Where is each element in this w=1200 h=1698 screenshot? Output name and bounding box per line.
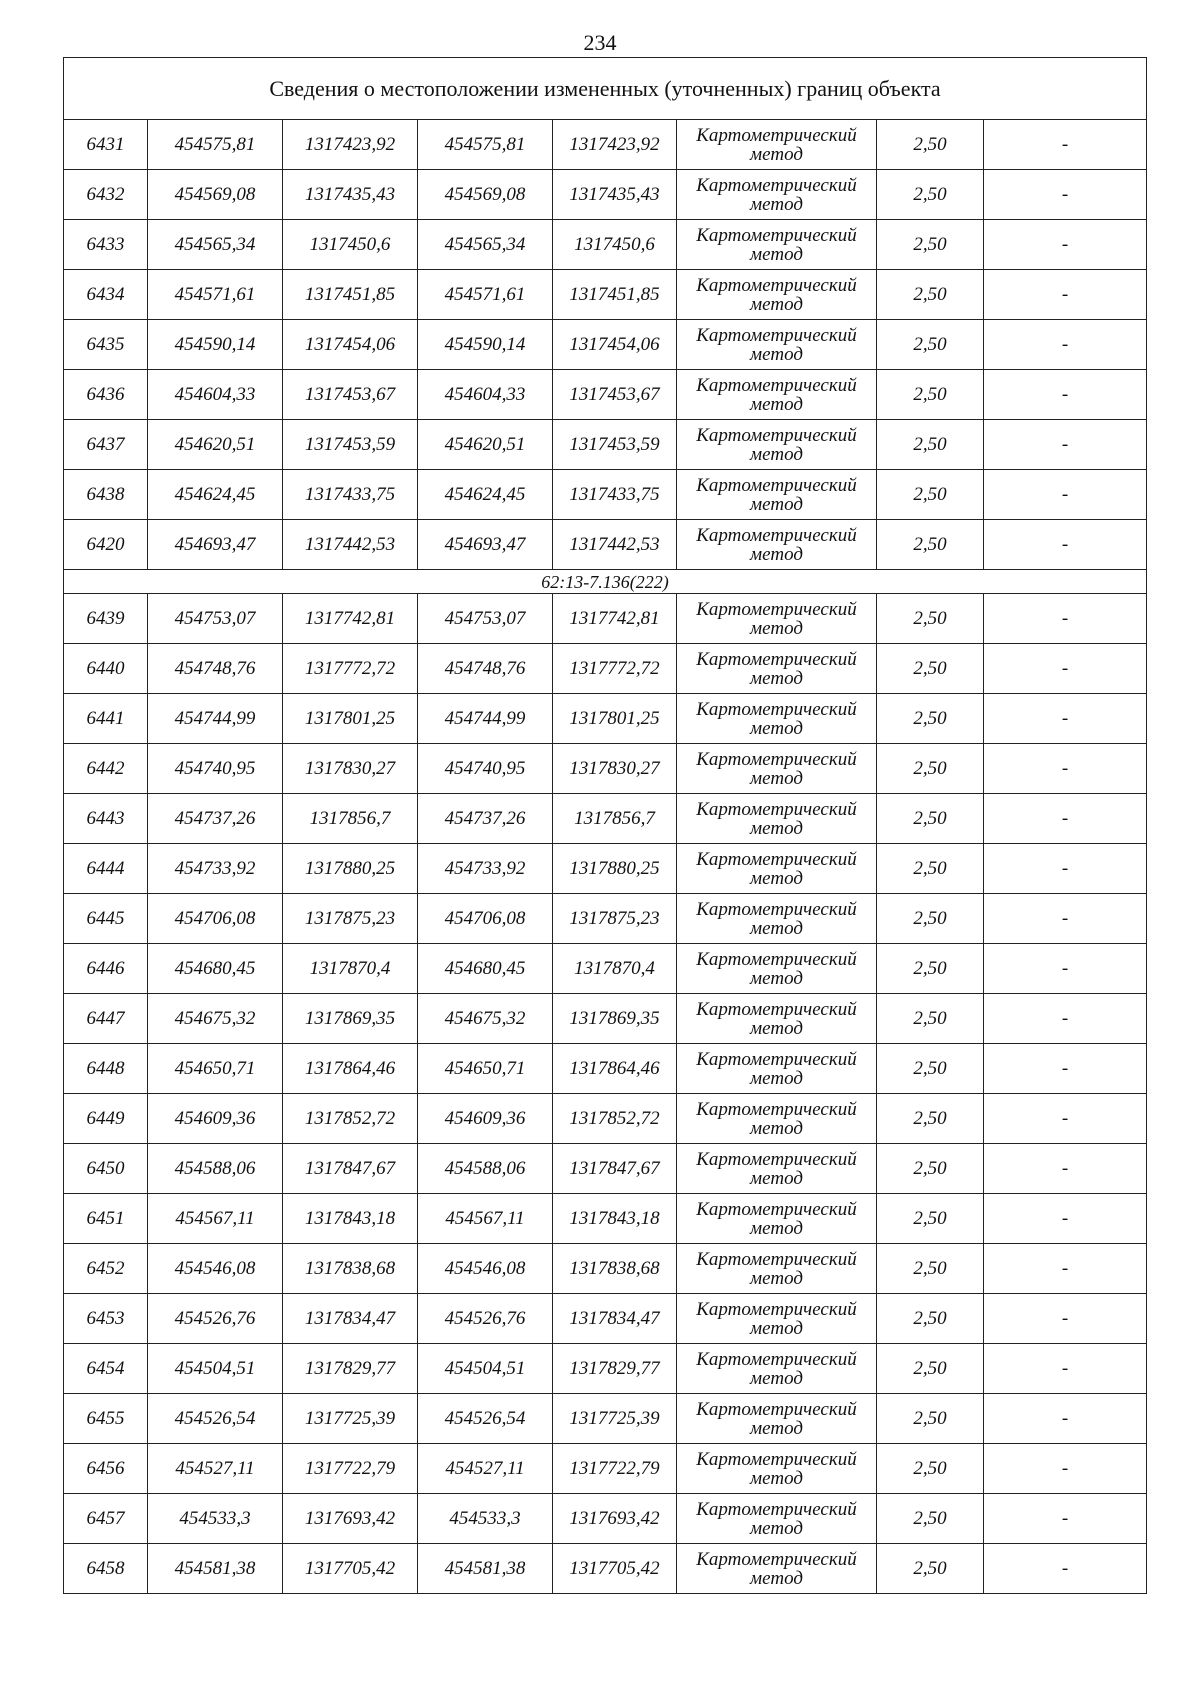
table-row (64, 1044, 1147, 1094)
existing-y-cell: 1317725,39 (283, 1394, 418, 1444)
new-y-cell: 1317742,81 (553, 594, 677, 644)
note-cell: - (984, 944, 1147, 994)
existing-x-cell: 454567,11 (148, 1194, 283, 1244)
new-y-cell: 1317454,06 (553, 320, 677, 370)
method-cell: Картометрический метод (677, 744, 877, 794)
existing-y-cell: 1317875,23 (283, 894, 418, 944)
table-row (64, 1544, 1147, 1594)
existing-y-cell: 1317801,25 (283, 694, 418, 744)
section-header-row (64, 570, 1147, 594)
accuracy-cell: 2,50 (877, 794, 984, 844)
note-cell: - (984, 1344, 1147, 1394)
method-cell: Картометрический метод (677, 1194, 877, 1244)
note-cell: - (984, 1444, 1147, 1494)
method-cell: Картометрический метод (677, 170, 877, 220)
point-number-cell: 6436 (64, 370, 148, 420)
existing-y-cell: 1317847,67 (283, 1144, 418, 1194)
point-number-cell: 6445 (64, 894, 148, 944)
new-x-cell: 454533,3 (418, 1494, 553, 1544)
existing-x-cell: 454706,08 (148, 894, 283, 944)
new-y-cell: 1317829,77 (553, 1344, 677, 1394)
new-y-cell: 1317453,59 (553, 420, 677, 470)
note-cell: - (984, 220, 1147, 270)
existing-x-cell: 454680,45 (148, 944, 283, 994)
table-row (64, 844, 1147, 894)
accuracy-cell: 2,50 (877, 1244, 984, 1294)
method-cell: Картометрический метод (677, 794, 877, 844)
method-cell: Картометрический метод (677, 1094, 877, 1144)
new-y-cell: 1317847,67 (553, 1144, 677, 1194)
note-cell: - (984, 1544, 1147, 1594)
table-row (64, 170, 1147, 220)
note-cell: - (984, 1144, 1147, 1194)
method-cell: Картометрический метод (677, 844, 877, 894)
note-cell: - (984, 1244, 1147, 1294)
method-cell: Картометрический метод (677, 520, 877, 570)
new-y-cell: 1317869,35 (553, 994, 677, 1044)
page-number: 234 (583, 30, 617, 55)
existing-x-cell: 454546,08 (148, 1244, 283, 1294)
new-y-cell: 1317435,43 (553, 170, 677, 220)
new-x-cell: 454588,06 (418, 1144, 553, 1194)
existing-y-cell: 1317453,59 (283, 420, 418, 470)
new-y-cell: 1317852,72 (553, 1094, 677, 1144)
note-cell: - (984, 744, 1147, 794)
existing-y-cell: 1317838,68 (283, 1244, 418, 1294)
point-number-cell: 6448 (64, 1044, 148, 1094)
new-x-cell: 454527,11 (418, 1444, 553, 1494)
table-row (64, 694, 1147, 744)
existing-y-cell: 1317870,4 (283, 944, 418, 994)
accuracy-cell: 2,50 (877, 370, 984, 420)
point-number-cell: 6451 (64, 1194, 148, 1244)
accuracy-cell: 2,50 (877, 420, 984, 470)
method-cell: Картометрический метод (677, 1144, 877, 1194)
method-cell: Картометрический метод (677, 420, 877, 470)
method-cell: Картометрический метод (677, 1444, 877, 1494)
accuracy-cell: 2,50 (877, 1394, 984, 1444)
point-number-cell: 6437 (64, 420, 148, 470)
method-cell: Картометрический метод (677, 944, 877, 994)
existing-y-cell: 1317451,85 (283, 270, 418, 320)
note-cell: - (984, 644, 1147, 694)
existing-y-cell: 1317454,06 (283, 320, 418, 370)
existing-x-cell: 454571,61 (148, 270, 283, 320)
accuracy-cell: 2,50 (877, 1494, 984, 1544)
new-y-cell: 1317864,46 (553, 1044, 677, 1094)
existing-x-cell: 454748,76 (148, 644, 283, 694)
table-row (64, 320, 1147, 370)
new-x-cell: 454546,08 (418, 1244, 553, 1294)
new-x-cell: 454567,11 (418, 1194, 553, 1244)
existing-y-cell: 1317869,35 (283, 994, 418, 1044)
method-cell: Картометрический метод (677, 894, 877, 944)
existing-x-cell: 454590,14 (148, 320, 283, 370)
new-x-cell: 454693,47 (418, 520, 553, 570)
table-row (64, 470, 1147, 520)
new-x-cell: 454680,45 (418, 944, 553, 994)
table-title: Сведения о местоположении измененных (уточненных) границ объекта (64, 58, 1147, 120)
new-x-cell: 454581,38 (418, 1544, 553, 1594)
point-number-cell: 6454 (64, 1344, 148, 1394)
point-number-cell: 6441 (64, 694, 148, 744)
table-row (64, 744, 1147, 794)
new-y-cell: 1317423,92 (553, 120, 677, 170)
method-cell: Картометрический метод (677, 1544, 877, 1594)
point-number-cell: 6440 (64, 644, 148, 694)
method-cell: Картометрический метод (677, 220, 877, 270)
existing-x-cell: 454624,45 (148, 470, 283, 520)
accuracy-cell: 2,50 (877, 844, 984, 894)
existing-x-cell: 454581,38 (148, 1544, 283, 1594)
point-number-cell: 6453 (64, 1294, 148, 1344)
table-row (64, 994, 1147, 1044)
point-number-cell: 6433 (64, 220, 148, 270)
method-cell: Картометрический метод (677, 470, 877, 520)
table-row (64, 1094, 1147, 1144)
method-cell: Картометрический метод (677, 1294, 877, 1344)
existing-x-cell: 454737,26 (148, 794, 283, 844)
existing-y-cell: 1317453,67 (283, 370, 418, 420)
new-y-cell: 1317875,23 (553, 894, 677, 944)
point-number-cell: 6443 (64, 794, 148, 844)
accuracy-cell: 2,50 (877, 994, 984, 1044)
accuracy-cell: 2,50 (877, 1044, 984, 1094)
note-cell: - (984, 994, 1147, 1044)
point-number-cell: 6442 (64, 744, 148, 794)
existing-y-cell: 1317864,46 (283, 1044, 418, 1094)
new-y-cell: 1317856,7 (553, 794, 677, 844)
table-row (64, 1294, 1147, 1344)
table-body (64, 58, 1147, 1594)
point-number-cell: 6452 (64, 1244, 148, 1294)
table-row (64, 1444, 1147, 1494)
existing-y-cell: 1317834,47 (283, 1294, 418, 1344)
new-y-cell: 1317830,27 (553, 744, 677, 794)
existing-x-cell: 454526,54 (148, 1394, 283, 1444)
new-x-cell: 454675,32 (418, 994, 553, 1044)
new-y-cell: 1317705,42 (553, 1544, 677, 1594)
new-y-cell: 1317880,25 (553, 844, 677, 894)
accuracy-cell: 2,50 (877, 520, 984, 570)
existing-y-cell: 1317772,72 (283, 644, 418, 694)
existing-x-cell: 454609,36 (148, 1094, 283, 1144)
point-number-cell: 6447 (64, 994, 148, 1044)
existing-y-cell: 1317423,92 (283, 120, 418, 170)
existing-y-cell: 1317442,53 (283, 520, 418, 570)
note-cell: - (984, 370, 1147, 420)
existing-x-cell: 454620,51 (148, 420, 283, 470)
accuracy-cell: 2,50 (877, 594, 984, 644)
existing-y-cell: 1317880,25 (283, 844, 418, 894)
note-cell: - (984, 120, 1147, 170)
accuracy-cell: 2,50 (877, 1344, 984, 1394)
note-cell: - (984, 894, 1147, 944)
existing-y-cell: 1317830,27 (283, 744, 418, 794)
new-y-cell: 1317693,42 (553, 1494, 677, 1544)
existing-x-cell: 454526,76 (148, 1294, 283, 1344)
new-y-cell: 1317722,79 (553, 1444, 677, 1494)
existing-x-cell: 454744,99 (148, 694, 283, 744)
existing-x-cell: 454588,06 (148, 1144, 283, 1194)
accuracy-cell: 2,50 (877, 1144, 984, 1194)
table-row (64, 644, 1147, 694)
existing-y-cell: 1317852,72 (283, 1094, 418, 1144)
method-cell: Картометрический метод (677, 1494, 877, 1544)
note-cell: - (984, 1094, 1147, 1144)
note-cell: - (984, 520, 1147, 570)
existing-y-cell: 1317843,18 (283, 1194, 418, 1244)
section-label: 62:13-7.136(222) (64, 570, 1147, 594)
existing-y-cell: 1317435,43 (283, 170, 418, 220)
note-cell: - (984, 844, 1147, 894)
new-x-cell: 454737,26 (418, 794, 553, 844)
existing-y-cell: 1317722,79 (283, 1444, 418, 1494)
new-x-cell: 454706,08 (418, 894, 553, 944)
accuracy-cell: 2,50 (877, 1194, 984, 1244)
new-x-cell: 454565,34 (418, 220, 553, 270)
note-cell: - (984, 170, 1147, 220)
accuracy-cell: 2,50 (877, 1444, 984, 1494)
accuracy-cell: 2,50 (877, 1544, 984, 1594)
new-y-cell: 1317834,47 (553, 1294, 677, 1344)
new-x-cell: 454569,08 (418, 170, 553, 220)
table-row (64, 944, 1147, 994)
note-cell: - (984, 1044, 1147, 1094)
table-row (64, 794, 1147, 844)
existing-y-cell: 1317433,75 (283, 470, 418, 520)
accuracy-cell: 2,50 (877, 170, 984, 220)
new-x-cell: 454590,14 (418, 320, 553, 370)
point-number-cell: 6455 (64, 1394, 148, 1444)
accuracy-cell: 2,50 (877, 120, 984, 170)
accuracy-cell: 2,50 (877, 470, 984, 520)
new-y-cell: 1317442,53 (553, 520, 677, 570)
new-x-cell: 454604,33 (418, 370, 553, 420)
point-number-cell: 6438 (64, 470, 148, 520)
table-row (64, 594, 1147, 644)
existing-x-cell: 454565,34 (148, 220, 283, 270)
accuracy-cell: 2,50 (877, 694, 984, 744)
accuracy-cell: 2,50 (877, 1094, 984, 1144)
accuracy-cell: 2,50 (877, 744, 984, 794)
table-row (64, 270, 1147, 320)
existing-y-cell: 1317856,7 (283, 794, 418, 844)
method-cell: Картометрический метод (677, 1244, 877, 1294)
new-x-cell: 454624,45 (418, 470, 553, 520)
method-cell: Картометрический метод (677, 120, 877, 170)
note-cell: - (984, 420, 1147, 470)
method-cell: Картометрический метод (677, 320, 877, 370)
note-cell: - (984, 694, 1147, 744)
table-row (64, 420, 1147, 470)
new-x-cell: 454753,07 (418, 594, 553, 644)
new-y-cell: 1317801,25 (553, 694, 677, 744)
point-number-cell: 6457 (64, 1494, 148, 1544)
point-number-cell: 6439 (64, 594, 148, 644)
new-x-cell: 454575,81 (418, 120, 553, 170)
existing-x-cell: 454693,47 (148, 520, 283, 570)
new-x-cell: 454748,76 (418, 644, 553, 694)
point-number-cell: 6446 (64, 944, 148, 994)
table-row (64, 520, 1147, 570)
table-row (64, 894, 1147, 944)
method-cell: Картометрический метод (677, 994, 877, 1044)
note-cell: - (984, 270, 1147, 320)
note-cell: - (984, 470, 1147, 520)
new-x-cell: 454733,92 (418, 844, 553, 894)
accuracy-cell: 2,50 (877, 220, 984, 270)
accuracy-cell: 2,50 (877, 894, 984, 944)
existing-x-cell: 454740,95 (148, 744, 283, 794)
new-y-cell: 1317725,39 (553, 1394, 677, 1444)
boundary-coordinates-table (63, 57, 1147, 1594)
existing-x-cell: 454650,71 (148, 1044, 283, 1094)
note-cell: - (984, 1394, 1147, 1444)
table-row (64, 220, 1147, 270)
existing-y-cell: 1317705,42 (283, 1544, 418, 1594)
existing-x-cell: 454527,11 (148, 1444, 283, 1494)
table-row (64, 1344, 1147, 1394)
existing-y-cell: 1317450,6 (283, 220, 418, 270)
new-x-cell: 454526,76 (418, 1294, 553, 1344)
method-cell: Картометрический метод (677, 594, 877, 644)
existing-x-cell: 454753,07 (148, 594, 283, 644)
new-x-cell: 454620,51 (418, 420, 553, 470)
existing-x-cell: 454733,92 (148, 844, 283, 894)
point-number-cell: 6444 (64, 844, 148, 894)
existing-x-cell: 454533,3 (148, 1494, 283, 1544)
note-cell: - (984, 594, 1147, 644)
point-number-cell: 6458 (64, 1544, 148, 1594)
accuracy-cell: 2,50 (877, 320, 984, 370)
table-row (64, 1194, 1147, 1244)
new-x-cell: 454609,36 (418, 1094, 553, 1144)
table-row (64, 370, 1147, 420)
existing-y-cell: 1317742,81 (283, 594, 418, 644)
existing-x-cell: 454569,08 (148, 170, 283, 220)
existing-x-cell: 454604,33 (148, 370, 283, 420)
existing-x-cell: 454504,51 (148, 1344, 283, 1394)
new-y-cell: 1317870,4 (553, 944, 677, 994)
new-x-cell: 454504,51 (418, 1344, 553, 1394)
table-row (64, 1244, 1147, 1294)
accuracy-cell: 2,50 (877, 1294, 984, 1344)
table-row (64, 1144, 1147, 1194)
new-y-cell: 1317433,75 (553, 470, 677, 520)
new-x-cell: 454526,54 (418, 1394, 553, 1444)
note-cell: - (984, 1294, 1147, 1344)
point-number-cell: 6431 (64, 120, 148, 170)
existing-y-cell: 1317829,77 (283, 1344, 418, 1394)
note-cell: - (984, 1194, 1147, 1244)
accuracy-cell: 2,50 (877, 944, 984, 994)
point-number-cell: 6449 (64, 1094, 148, 1144)
note-cell: - (984, 320, 1147, 370)
method-cell: Картометрический метод (677, 1044, 877, 1094)
point-number-cell: 6434 (64, 270, 148, 320)
table-row (64, 1494, 1147, 1544)
existing-x-cell: 454675,32 (148, 994, 283, 1044)
point-number-cell: 6420 (64, 520, 148, 570)
method-cell: Картометрический метод (677, 370, 877, 420)
new-y-cell: 1317451,85 (553, 270, 677, 320)
accuracy-cell: 2,50 (877, 644, 984, 694)
new-y-cell: 1317450,6 (553, 220, 677, 270)
new-x-cell: 454650,71 (418, 1044, 553, 1094)
new-y-cell: 1317838,68 (553, 1244, 677, 1294)
method-cell: Картометрический метод (677, 694, 877, 744)
note-cell: - (984, 1494, 1147, 1544)
point-number-cell: 6450 (64, 1144, 148, 1194)
existing-y-cell: 1317693,42 (283, 1494, 418, 1544)
table-row (64, 120, 1147, 170)
table-title-row (64, 58, 1147, 120)
existing-x-cell: 454575,81 (148, 120, 283, 170)
new-y-cell: 1317772,72 (553, 644, 677, 694)
note-cell: - (984, 794, 1147, 844)
new-x-cell: 454740,95 (418, 744, 553, 794)
point-number-cell: 6432 (64, 170, 148, 220)
new-x-cell: 454744,99 (418, 694, 553, 744)
point-number-cell: 6456 (64, 1444, 148, 1494)
method-cell: Картометрический метод (677, 1344, 877, 1394)
method-cell: Картометрический метод (677, 1394, 877, 1444)
new-y-cell: 1317453,67 (553, 370, 677, 420)
table-row (64, 1394, 1147, 1444)
point-number-cell: 6435 (64, 320, 148, 370)
method-cell: Картометрический метод (677, 644, 877, 694)
new-y-cell: 1317843,18 (553, 1194, 677, 1244)
method-cell: Картометрический метод (677, 270, 877, 320)
accuracy-cell: 2,50 (877, 270, 984, 320)
new-x-cell: 454571,61 (418, 270, 553, 320)
